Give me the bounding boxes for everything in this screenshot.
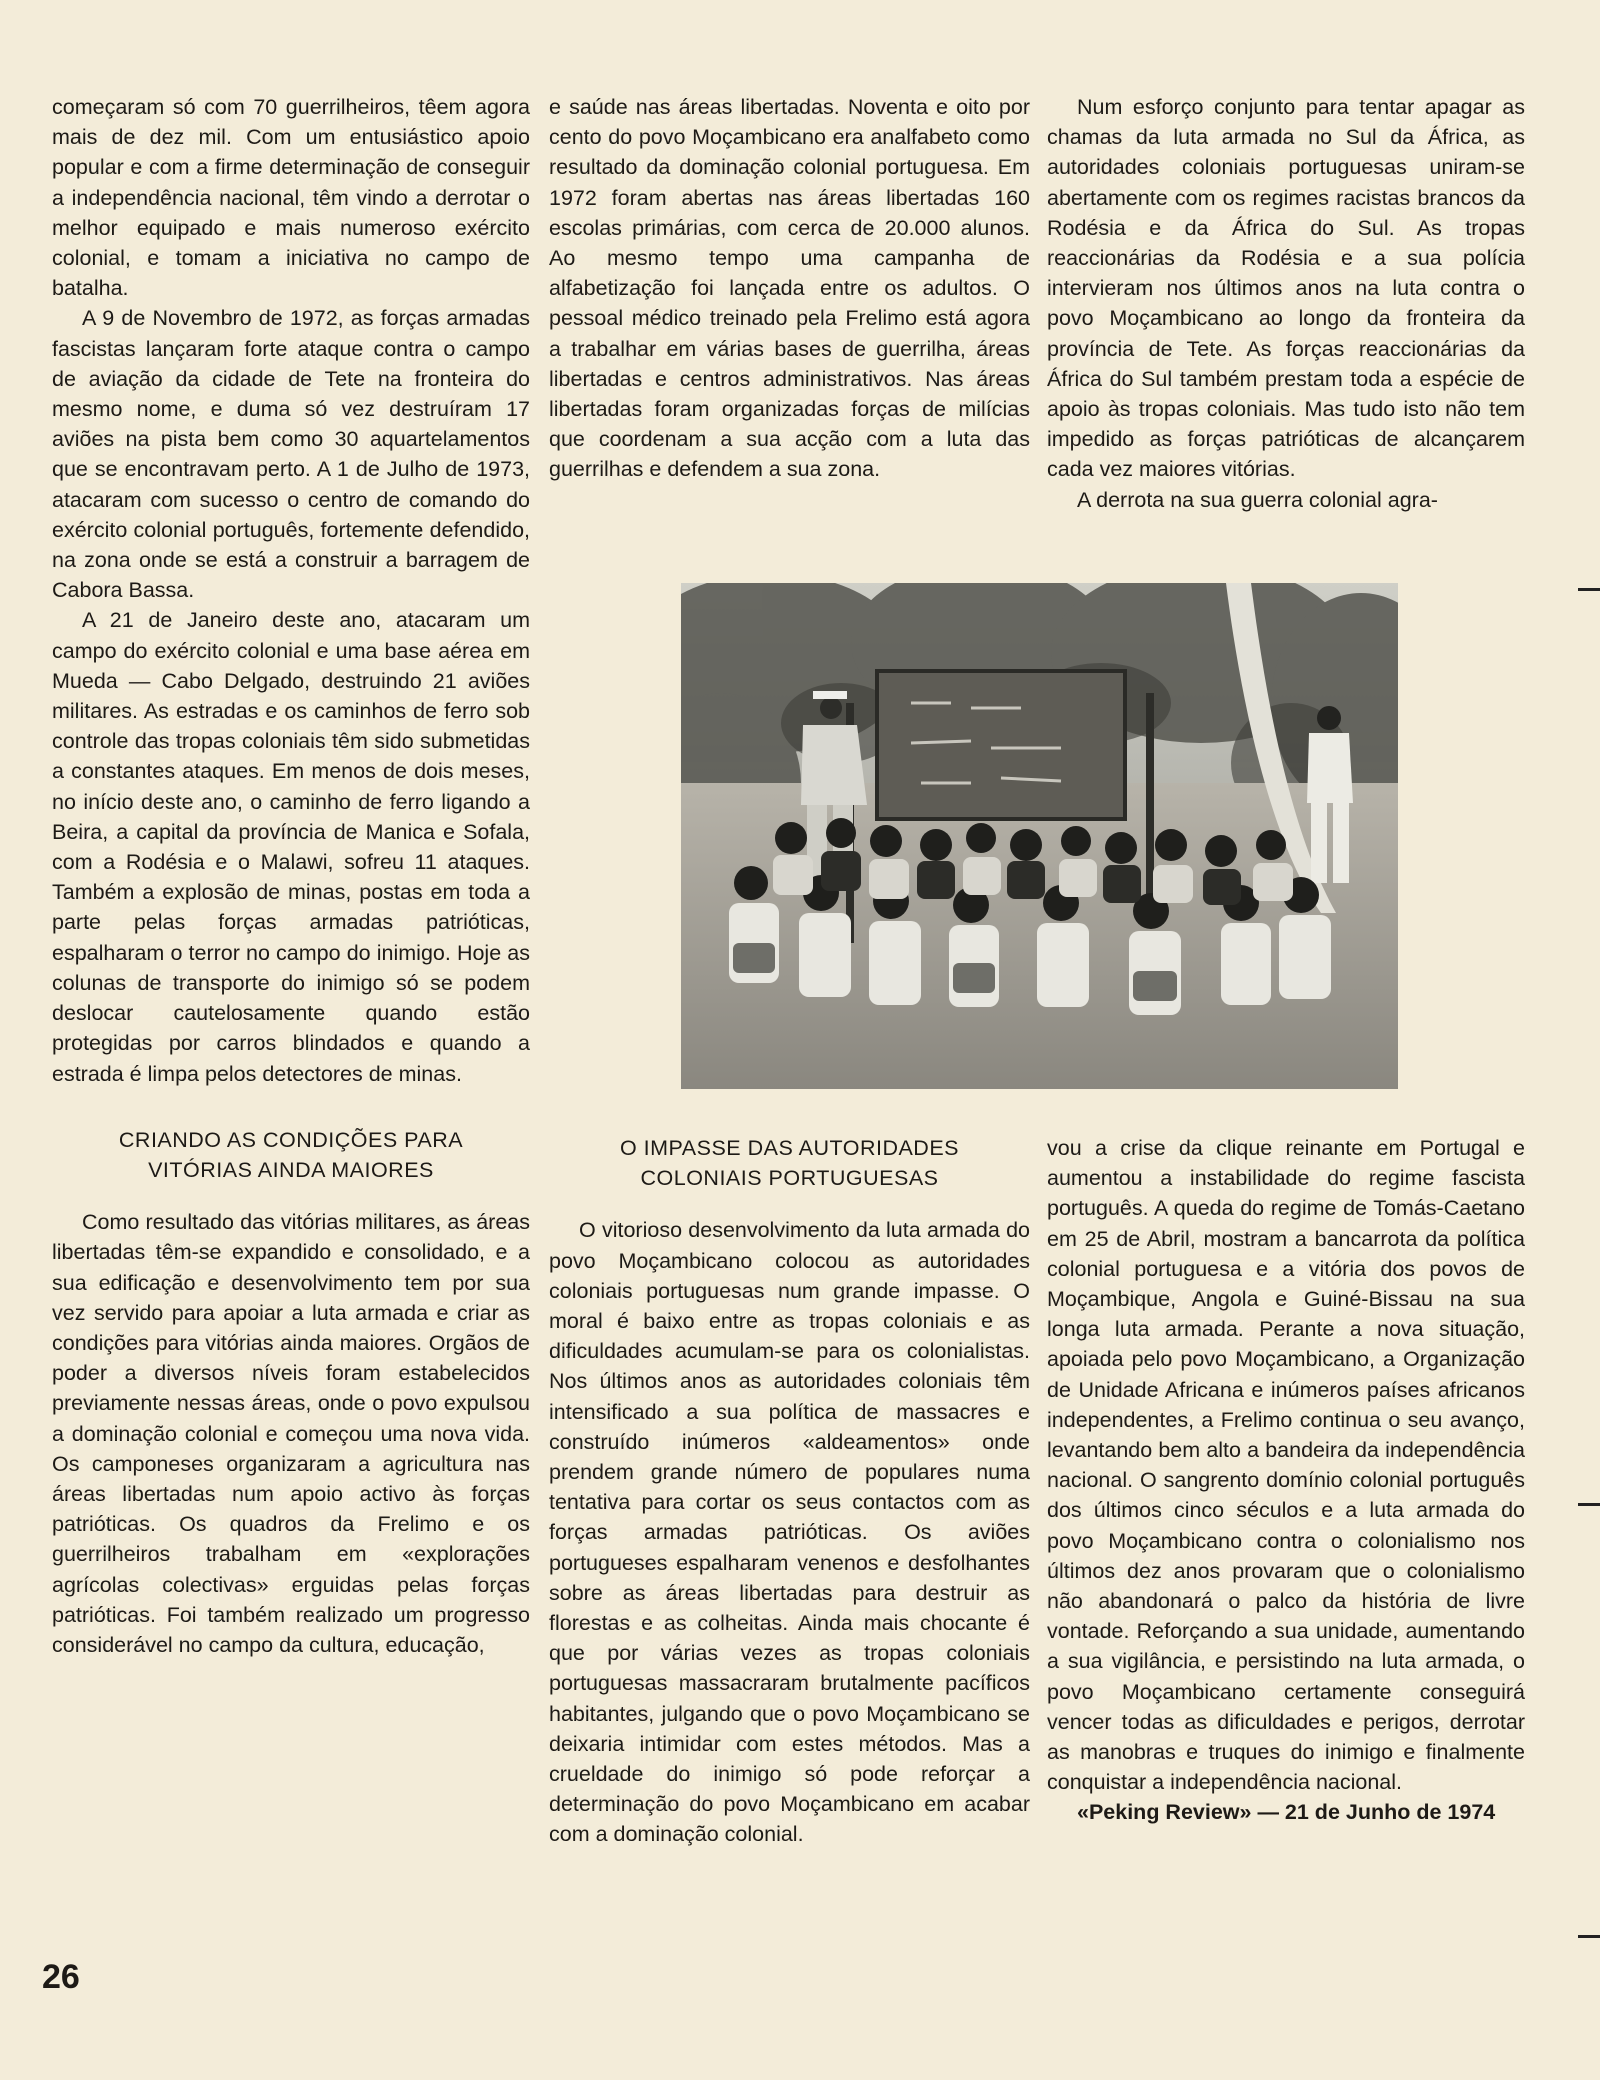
section-heading	[52, 1125, 530, 1185]
paragraph: A derrota na sua guerra colonial agra-	[1077, 487, 1438, 512]
column-2	[549, 92, 1030, 485]
column-3-lower	[1047, 1133, 1525, 1828]
paragraph: vou a crise da clique reinante em Portugal e aumentou a instabilidade do regime fascista português. A queda do regime de Tomás-Caetano em 25 de Abril, mostram a bancarrota da política colonial portuguesa e a vitória dos povos de Moçambique, Angola e Guiné-Bissau na sua longa luta armada. Perante a nova situação, apoiada pelo povo Moçambicano, a Organização de Unidade Africana e inúmeros países africanos independentes, a Frelimo continua o seu avanço, levantando bem alto a bandeira da independência nacional. O sangrento domínio colonial português dos últimos cinco séculos e a luta armada do povo Moçambicano contra o colonialismo nos últimos dez anos provaram que o colonialismo não abandonará o palco da história de livre vontade. Reforçando a sua unidade, aumentando a sua vigilância, e persistindo na luta armada, o povo Moçambicano certamente conseguirá vencer todas as dificuldades e perigos, derrotar as manobras e truques do inimigo e finalmente conquistar a independência nacional.	[1047, 1136, 1525, 1795]
paragraph: A 21 de Janeiro deste ano, atacaram um campo do exército colonial e uma base aérea em Mueda — Cabo Delgado, destruindo 21 aviões militares. As estradas e os caminhos de ferro sob controle das tropas coloniais têm sido submetidas a constantes ataques. Em menos de dois meses, no início deste ano, o caminho de ferro ligando a Beira, a capital da província de Manica e Sofala, com a Rodésia e o Malawi, sofreu 11 ataques. Também a explosão de minas, postas em toda a parte pelas forças armadas patrióticas, espalharam o terror no campo do inimigo. Hoje as colunas de transporte do inimigo só se podem deslocar cautelosamente quando estão protegidas por carros blindados e quando a estrada é limpa pelos detectores de minas.	[52, 608, 530, 1086]
column-1	[52, 92, 530, 1660]
paragraph: A 9 de Novembro de 1972, as forças armadas fascistas lançaram forte ataque contra o campo de aviação da cidade de Tete na fronteira do mesmo nome, e duma só vez destruíram 17 aviões na pista bem como 30 aquartelamentos que se encontravam perto. A 1 de Julho de 1973, atacaram com sucesso o centro de comando do exército colonial português, fortemente defendido, na zona onde se está a construir a barragem de Cabora Bassa.	[52, 306, 530, 603]
heading-line: CRIANDO AS CONDIÇÕES PARA	[118, 1127, 464, 1152]
edge-mark	[1578, 1935, 1600, 1938]
paragraph: O vitorioso desenvolvimento da luta armada do povo Moçambicano colocou as autoridades coloniais portuguesas num grande impasse. O moral é baixo entre as tropas coloniais e as dificuldades acumulam-se para os colonialistas. Nos últimos anos as autoridades coloniais têm intensificado a sua política de massacres e construído inúmeros «aldeamentos» onde prendem grande número de populares numa tentativa para cortar os seus contactos com as forças armadas patrióticas. Os aviões portugueses espalharam venenos e desfolhantes sobre as áreas libertadas para destruir as florestas e as colheitas. Ainda mais chocante é que por várias vezes as tropas coloniais portuguesas massacraram brutalmente pacíficos habitantes, julgando que o povo Moçambicano se deixaria intimidar com estes métodos. Mas a crueldade do inimigo só pode reforçar a determinação do povo Moçambicano em acabar com a dominação colonial.	[549, 1218, 1030, 1847]
heading-line: O IMPASSE DAS AUTORIDADES	[619, 1136, 960, 1160]
edge-mark	[1578, 588, 1600, 591]
photo-illustration	[681, 583, 1398, 1089]
paragraph: Num esforço conjunto para tentar apagar as chamas da luta armada no Sul da África, as autoridades coloniais portuguesas uniram-se abertamente com os regimes racistas brancos da Rodésia e da África do Sul. As tropas reaccionárias da Rodésia e a sua polícia intervieram nos últimos anos na luta contra o povo Moçambicano ao longo da fronteira da província de Tete. As forças reaccionárias da África do Sul também prestam toda a espécie de apoio às tropas coloniais. Mas tudo isto não tem impedido as forças patrióticas de alcançarem cada vez maiores vitórias.	[1047, 95, 1525, 482]
page-number: 26	[42, 1958, 80, 1996]
edge-mark	[1578, 1503, 1600, 1506]
photo-outdoor-class	[681, 583, 1398, 1089]
paragraph: Como resultado das vitórias militares, as áreas libertadas têm-se expandido e consolidado, e a sua edificação e desenvolvimento tem por sua vez servido para apoiar a luta armada e criar as condições para vitórias ainda maiores. Orgãos de poder a diversos níveis foram estabelecidos previamente nessas áreas, onde o povo expulsou a dominação colonial e começou uma nova vida. Os camponeses organizaram a agricultura nas áreas libertadas num apoio activo às forças patrióticas. Os quadros da Frelimo e os guerrilheiros trabalham em «explorações agrícolas colectivas» erguidas pelas forças patrióticas. Foi também realizado um progresso considerável no campo da cultura, educação,	[52, 1210, 530, 1657]
paragraph: começaram só com 70 guerrilheiros, têem agora mais de dez mil. Com um entusiástico apoio popular e com a firme determinação de conseguir a independência nacional, têm vindo a derrotar o melhor equipado e mais numeroso exército colonial, e tomam a iniciativa no campo de batalha.	[52, 95, 530, 301]
heading-line: VITÓRIAS AINDA MAIORES	[148, 1157, 434, 1182]
section-heading	[549, 1133, 1030, 1193]
column-2-lower	[549, 1133, 1030, 1850]
column-3	[1047, 92, 1525, 515]
source-citation: «Peking Review» — 21 de Junho de 1974	[1077, 1800, 1496, 1825]
paragraph: e saúde nas áreas libertadas. Noventa e oito por cento do povo Moçambicano era analfabeto como resultado da dominação colonial portuguesa. Em 1972 foram abertas nas áreas libertadas 160 escolas primárias, com cerca de 20.000 alunos. Ao mesmo tempo uma campanha de alfabetização foi lançada entre os adultos. O pessoal médico treinado pela Frelimo está agora a trabalhar em várias bases de guerrilha, áreas libertadas e centros administrativos. Nas áreas libertadas foram organizadas forças de milícias que coordenam a sua acção com a luta das guerrilhas e defendem a sua zona.	[549, 95, 1030, 482]
heading-line: COLONIAIS PORTUGUESAS	[640, 1166, 939, 1191]
